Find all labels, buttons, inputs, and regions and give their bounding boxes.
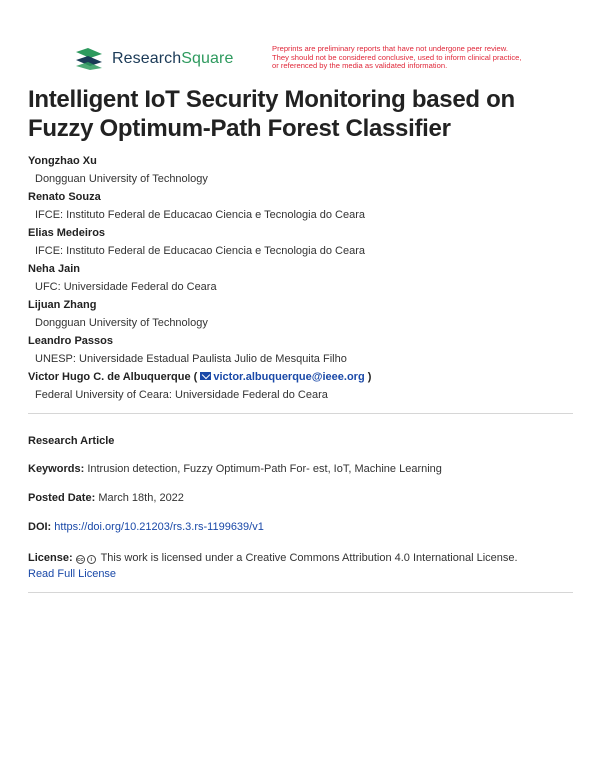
divider <box>28 592 573 593</box>
author-affiliation: IFCE: Instituto Federal de Educacao Ciencia e Tecnologia do Ceara <box>35 245 365 257</box>
author-affiliation: Dongguan University of Technology <box>35 317 208 329</box>
author-email: victor.albuquerque@ieee.org <box>213 371 365 383</box>
posted-value: March 18th, 2022 <box>98 492 184 504</box>
cc-by-icon: i <box>87 555 96 564</box>
research-square-logo[interactable] <box>74 48 233 70</box>
research-square-logo-icon <box>74 48 104 70</box>
email-paren-open: ( <box>193 371 198 383</box>
author-affiliation: UNESP: Universidade Estadual Paulista Julio de Mesquita Filho <box>35 353 347 365</box>
email-paren-close: ) <box>367 371 372 383</box>
doi-label: DOI: <box>28 521 52 533</box>
brand-name <box>112 50 233 68</box>
keywords-value: Intrusion detection, Fuzzy Optimum-Path For- est, IoT, Machine Learning <box>87 463 442 475</box>
notice-line: Preprints are preliminary reports that have not undergone peer review. <box>272 44 508 53</box>
author-name: Lijuan Zhang <box>28 299 97 311</box>
notice-line: or referenced by the media as validated information. <box>272 61 448 71</box>
author-affiliation: Dongguan University of Technology <box>35 173 208 185</box>
keywords <box>28 461 576 477</box>
license-text: This work is licensed under a Creative Commons Attribution 4.0 International License. <box>100 552 518 564</box>
divider <box>28 413 573 414</box>
author-name: Elias Medeiros <box>28 227 106 239</box>
paper-title: Intelligent IoT Security Monitoring based on Fuzzy Optimum-Path Forest Classifier <box>28 86 515 142</box>
author-entry <box>28 332 576 368</box>
posted-label: Posted Date: <box>28 492 96 504</box>
author-name: Victor Hugo C. de Albuquerque <box>28 371 191 383</box>
author-affiliation: UFC: Universidade Federal do Ceara <box>35 281 217 293</box>
author-entry <box>28 224 576 260</box>
author-entry <box>28 296 576 332</box>
author-name: Renato Souza <box>28 191 101 203</box>
author-email-link[interactable] <box>200 371 364 383</box>
author-entry <box>28 260 576 296</box>
doi <box>28 519 576 535</box>
author-name: Leandro Passos <box>28 335 113 347</box>
notice-line: They should not be considered conclusive, used to inform clinical practice, <box>272 52 522 62</box>
article-type: Research Article <box>28 435 115 447</box>
author-name-row <box>28 368 576 386</box>
license-label: License: <box>28 552 73 564</box>
author-list <box>28 152 576 404</box>
preprint-notice <box>272 45 572 71</box>
read-full-license-link[interactable]: Read Full License <box>28 568 117 580</box>
author-entry <box>28 152 576 188</box>
brand-word-research: Research <box>112 50 182 67</box>
brand-word-square: Square <box>181 50 234 67</box>
keywords-label: Keywords: <box>28 463 85 475</box>
cc-icon: cc <box>77 557 84 563</box>
author-entry <box>28 188 576 224</box>
posted-date <box>28 490 576 506</box>
doi-link[interactable]: https://doi.org/10.21203/rs.3.rs-1199639/v1 <box>54 521 264 533</box>
author-affiliation: IFCE: Instituto Federal de Educacao Ciencia e Tecnologia do Ceara <box>35 209 365 221</box>
license <box>28 550 576 582</box>
envelope-icon <box>200 372 211 380</box>
preprint-header <box>0 0 600 80</box>
author-name: Yongzhao Xu <box>28 155 97 167</box>
author-entry <box>28 368 576 404</box>
author-affiliation: Federal University of Ceara: Universidade Federal do Ceara <box>35 389 328 401</box>
author-name: Neha Jain <box>28 263 80 275</box>
